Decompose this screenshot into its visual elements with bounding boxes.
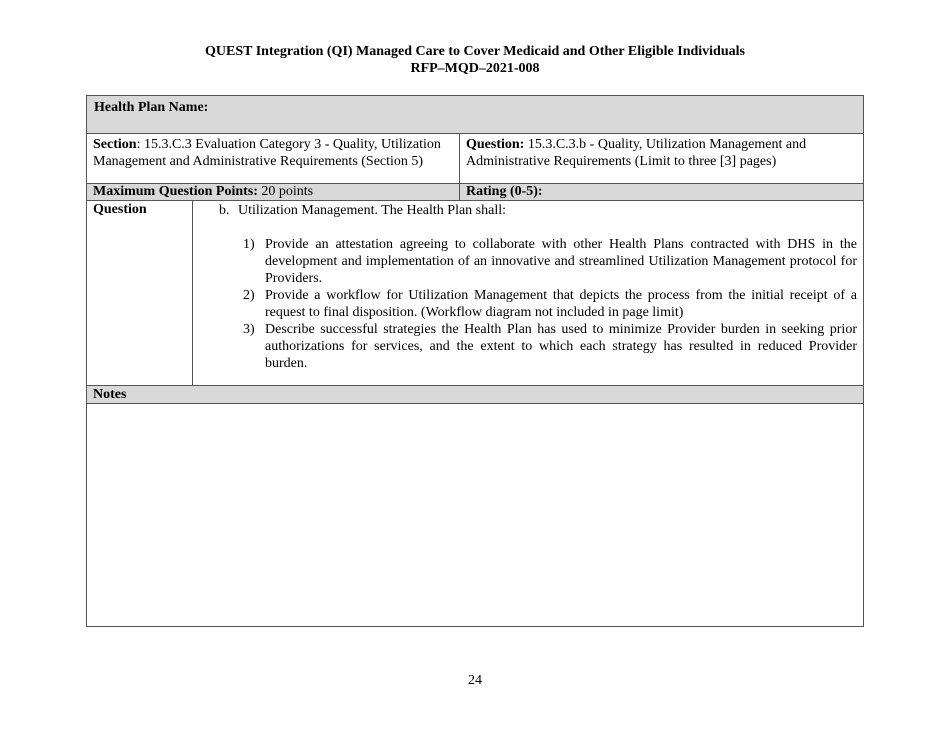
rfp-number: RFP–MQD–2021-008 [410, 61, 540, 76]
question-ref-text: 15.3.C.3.b - Quality, Utilization Management and Administrative Requirements (Limit to three [3] pages) [466, 137, 807, 169]
health-plan-row [87, 96, 863, 134]
section-label: Section [93, 137, 137, 152]
max-points-value: 20 points [257, 184, 314, 199]
question-intro-text: Utilization Management. The Health Plan shall: [238, 203, 507, 218]
question-letter: b. [219, 203, 230, 218]
question-ref-cell [460, 134, 863, 183]
item-text: Describe successful strategies the Health Plan has used to minimize Provider burden in seeking prior authorizations for services, and the extent to which each strategy has resulted in reduced Provider burden. [265, 322, 857, 371]
document-header [0, 43, 950, 77]
question-body [193, 201, 863, 385]
evaluation-form-table [86, 95, 864, 627]
notes-header: Notes [87, 386, 863, 404]
rating-cell [460, 184, 863, 200]
page-number: 24 [468, 673, 482, 688]
section-row [87, 134, 863, 184]
list-item [243, 321, 857, 372]
item-number: 3) [243, 322, 255, 337]
item-number: 1) [243, 237, 255, 252]
question-row [87, 201, 863, 386]
rating-label: Rating (0-5): [466, 184, 543, 199]
item-text: Provide an attestation agreeing to collaborate with other Health Plans contracted with DHS in the development and implementation of an innovative and streamlined Utilization Management protocol for Providers. [265, 237, 857, 286]
question-label: Question [87, 201, 193, 385]
document-title: QUEST Integration (QI) Managed Care to Cover Medicaid and Other Eligible Individuals [205, 44, 745, 59]
list-item [243, 236, 857, 287]
question-items-list [219, 236, 857, 372]
max-points-cell [87, 184, 460, 200]
list-item [243, 287, 857, 321]
points-row [87, 184, 863, 201]
max-points-label: Maximum Question Points: [93, 184, 258, 199]
item-text: Provide a workflow for Utilization Management that depicts the process from the initial receipt of a request to final disposition. (Workflow diagram not included in page limit) [265, 288, 857, 320]
question-intro [219, 202, 857, 219]
health-plan-label: Health Plan Name: [94, 100, 209, 115]
notes-field[interactable] [87, 404, 863, 626]
section-text: : 15.3.C.3 Evaluation Category 3 - Quality, Utilization Management and Administrative Requirements (Section 5) [93, 137, 441, 169]
section-cell [87, 134, 460, 183]
item-number: 2) [243, 288, 255, 303]
question-ref-label: Question: [466, 137, 525, 152]
